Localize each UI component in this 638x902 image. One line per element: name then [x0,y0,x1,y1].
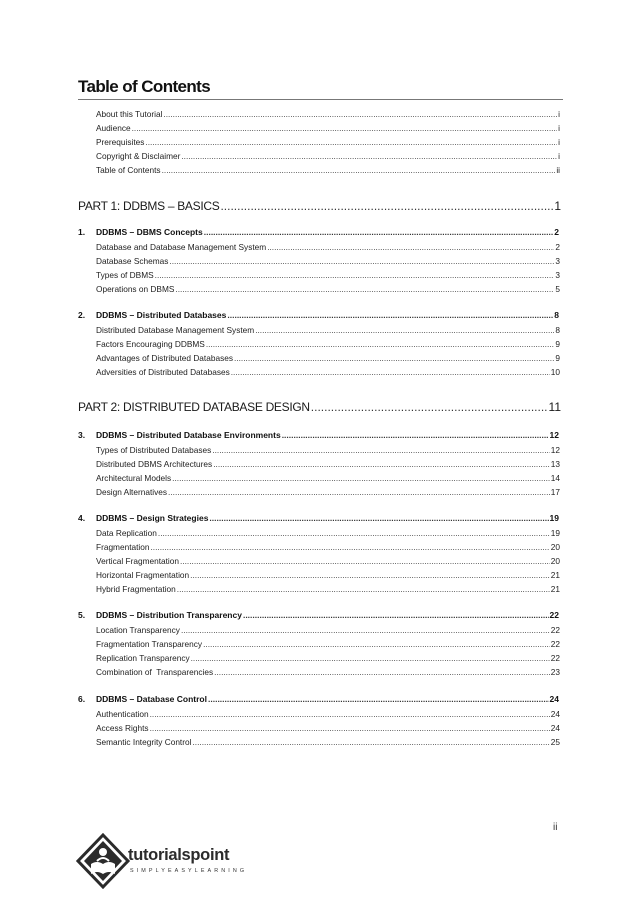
title-divider [78,99,563,100]
toc-page-number: i [558,151,560,161]
toc-entry-prerequisites[interactable] [96,137,560,147]
toc-page-number: 22 [550,639,560,649]
toc-entry[interactable] [96,445,560,455]
toc-entry-label: Prerequisites [96,137,145,147]
toc-chapter-label: DDBMS – Distributed Databases [96,310,227,320]
toc-chapter-label: DDBMS – Database Control [96,694,207,704]
toc-page-number: ii [556,165,560,175]
toc-page-number: 2 [555,242,560,252]
toc-chapter-2[interactable] [78,310,559,320]
toc-page-number: 8 [554,310,559,320]
page-number: ii [553,822,558,833]
toc-page-number: 21 [550,570,560,580]
toc-entry-label: Horizontal Fragmentation [96,570,190,580]
toc-page-number: 21 [550,584,560,594]
toc-chapter-label: DDBMS – Design Strategies [96,513,209,523]
toc-page-number: 17 [550,487,560,497]
toc-entry-label: Replication Transparency [96,653,190,663]
toc-entry[interactable] [96,325,560,335]
toc-entry[interactable] [96,570,560,580]
toc-entry[interactable] [96,737,560,747]
toc-entry[interactable] [96,667,560,677]
toc-page-number: 12 [549,430,559,440]
toc-page-number: 1 [554,199,561,213]
page-title: Table of Contents [78,77,211,96]
toc-page-number: 22 [550,625,560,635]
toc-page-number: 8 [555,325,560,335]
toc-entry-label: Distributed Database Management System [96,325,255,335]
toc-chapter-label: DDBMS – DBMS Concepts [96,227,203,237]
toc-page-number: 24 [550,723,560,733]
toc-entry[interactable] [96,487,560,497]
toc-entry-table-of-contents[interactable] [96,165,560,175]
toc-page-number: 9 [555,339,560,349]
toc-entry[interactable] [96,256,560,266]
toc-entry[interactable] [96,542,560,552]
toc-page-number: 14 [550,473,560,483]
toc-entry-label: About this Tutorial [96,109,163,119]
toc-entry-label: Database and Database Management System [96,242,267,252]
toc-entry[interactable] [96,709,560,719]
toc-page-number: i [558,109,560,119]
toc-entry[interactable] [96,284,560,294]
toc-chapter-number: 1. [78,227,86,237]
toc-page-number: 11 [548,400,561,414]
toc-page-number: 22 [550,653,560,663]
toc-chapter-4[interactable] [78,513,559,523]
toc-entry[interactable] [96,639,560,649]
toc-entry-label: Data Replication [96,528,157,538]
toc-page-number: 20 [550,542,560,552]
toc-entry-label: Fragmentation Transparency [96,639,203,649]
toc-chapter-3[interactable] [78,430,559,440]
toc-entry[interactable] [96,625,560,635]
toc-page-number: 5 [555,284,560,294]
toc-page-number: 25 [550,737,560,747]
toc-page-number: 10 [550,367,560,377]
toc-entry[interactable] [96,367,560,377]
toc-entry-label: Audience [96,123,131,133]
toc-entry-label: Advantages of Distributed Databases [96,353,233,363]
toc-entry-copyright[interactable] [96,151,560,161]
toc-entry-label: Copyright & Disclaimer [96,151,181,161]
toc-entry-label: Operations on DBMS [96,284,175,294]
toc-entry[interactable] [96,242,560,252]
toc-entry-label: Location Transparency [96,625,180,635]
toc-entry-label: Types of Distributed Databases [96,445,212,455]
toc-page-number: 3 [555,256,560,266]
toc-entry-label: Distributed DBMS Architectures [96,459,213,469]
toc-entry-label: Combination of Transparencies [96,667,214,677]
toc-entry-label: Hybrid Fragmentation [96,584,176,594]
toc-page-number: 12 [550,445,560,455]
toc-entry[interactable] [96,459,560,469]
toc-page-number: 24 [550,709,560,719]
toc-entry-label: Types of DBMS [96,270,154,280]
toc-entry-label: Authentication [96,709,149,719]
toc-page-number: 9 [555,353,560,363]
toc-page-number: i [558,137,560,147]
toc-chapter-label: DDBMS – Distribution Transparency [96,610,242,620]
toc-entry[interactable] [96,528,560,538]
toc-chapter-number: 3. [78,430,86,440]
toc-part-1[interactable] [78,199,561,213]
toc-page-number: 23 [550,667,560,677]
toc-entry-label: Factors Encouraging DDBMS [96,339,205,349]
toc-chapter-1[interactable] [78,227,559,237]
toc-entry[interactable] [96,353,560,363]
toc-entry-label: Adversities of Distributed Databases [96,367,230,377]
toc-entry-label: Fragmentation [96,542,150,552]
toc-page-number: 3 [555,270,560,280]
toc-part-label: PART 2: DISTRIBUTED DATABASE DESIGN [78,400,310,414]
toc-part-2[interactable] [78,400,561,414]
toc-entry[interactable] [96,584,560,594]
toc-entry-about[interactable] [96,109,560,119]
logo-name: tutorialspoint [128,846,230,864]
toc-entry-label: Access Rights [96,723,149,733]
toc-page-number: 24 [549,694,559,704]
toc-page-number: 20 [550,556,560,566]
toc-page-number: 19 [550,528,560,538]
toc-chapter-number: 2. [78,310,86,320]
toc-entry[interactable] [96,339,560,349]
toc-page-number: i [558,123,560,133]
toc-entry-label: Table of Contents [96,165,161,175]
toc-entry[interactable] [96,270,560,280]
toc-entry[interactable] [96,653,560,663]
toc-chapter-number: 4. [78,513,86,523]
toc-entry[interactable] [96,556,560,566]
toc-chapter-number: 6. [78,694,86,704]
toc-page-number: 2 [554,227,559,237]
toc-page-number: 22 [549,610,559,620]
toc-entry-label: Semantic Integrity Control [96,737,192,747]
toc-entry-label: Database Schemas [96,256,169,266]
logo-tagline: SIMPLYEASYLEARNING [130,868,248,874]
toc-entry-label: Architectural Models [96,473,172,483]
toc-entry-label: Vertical Fragmentation [96,556,180,566]
toc-page-number: 19 [549,513,559,523]
toc-page-number: 13 [550,459,560,469]
toc-entry-label: Design Alternatives [96,487,168,497]
toc-chapter-number: 5. [78,610,86,620]
toc-entry[interactable] [96,473,560,483]
toc-entry-audience[interactable] [96,123,560,133]
toc-chapter-6[interactable] [78,694,559,704]
toc-chapter-5[interactable] [78,610,559,620]
toc-entry[interactable] [96,723,560,733]
toc-part-label: PART 1: DDBMS – BASICS [78,199,220,213]
toc-chapter-label: DDBMS – Distributed Database Environments [96,430,281,440]
